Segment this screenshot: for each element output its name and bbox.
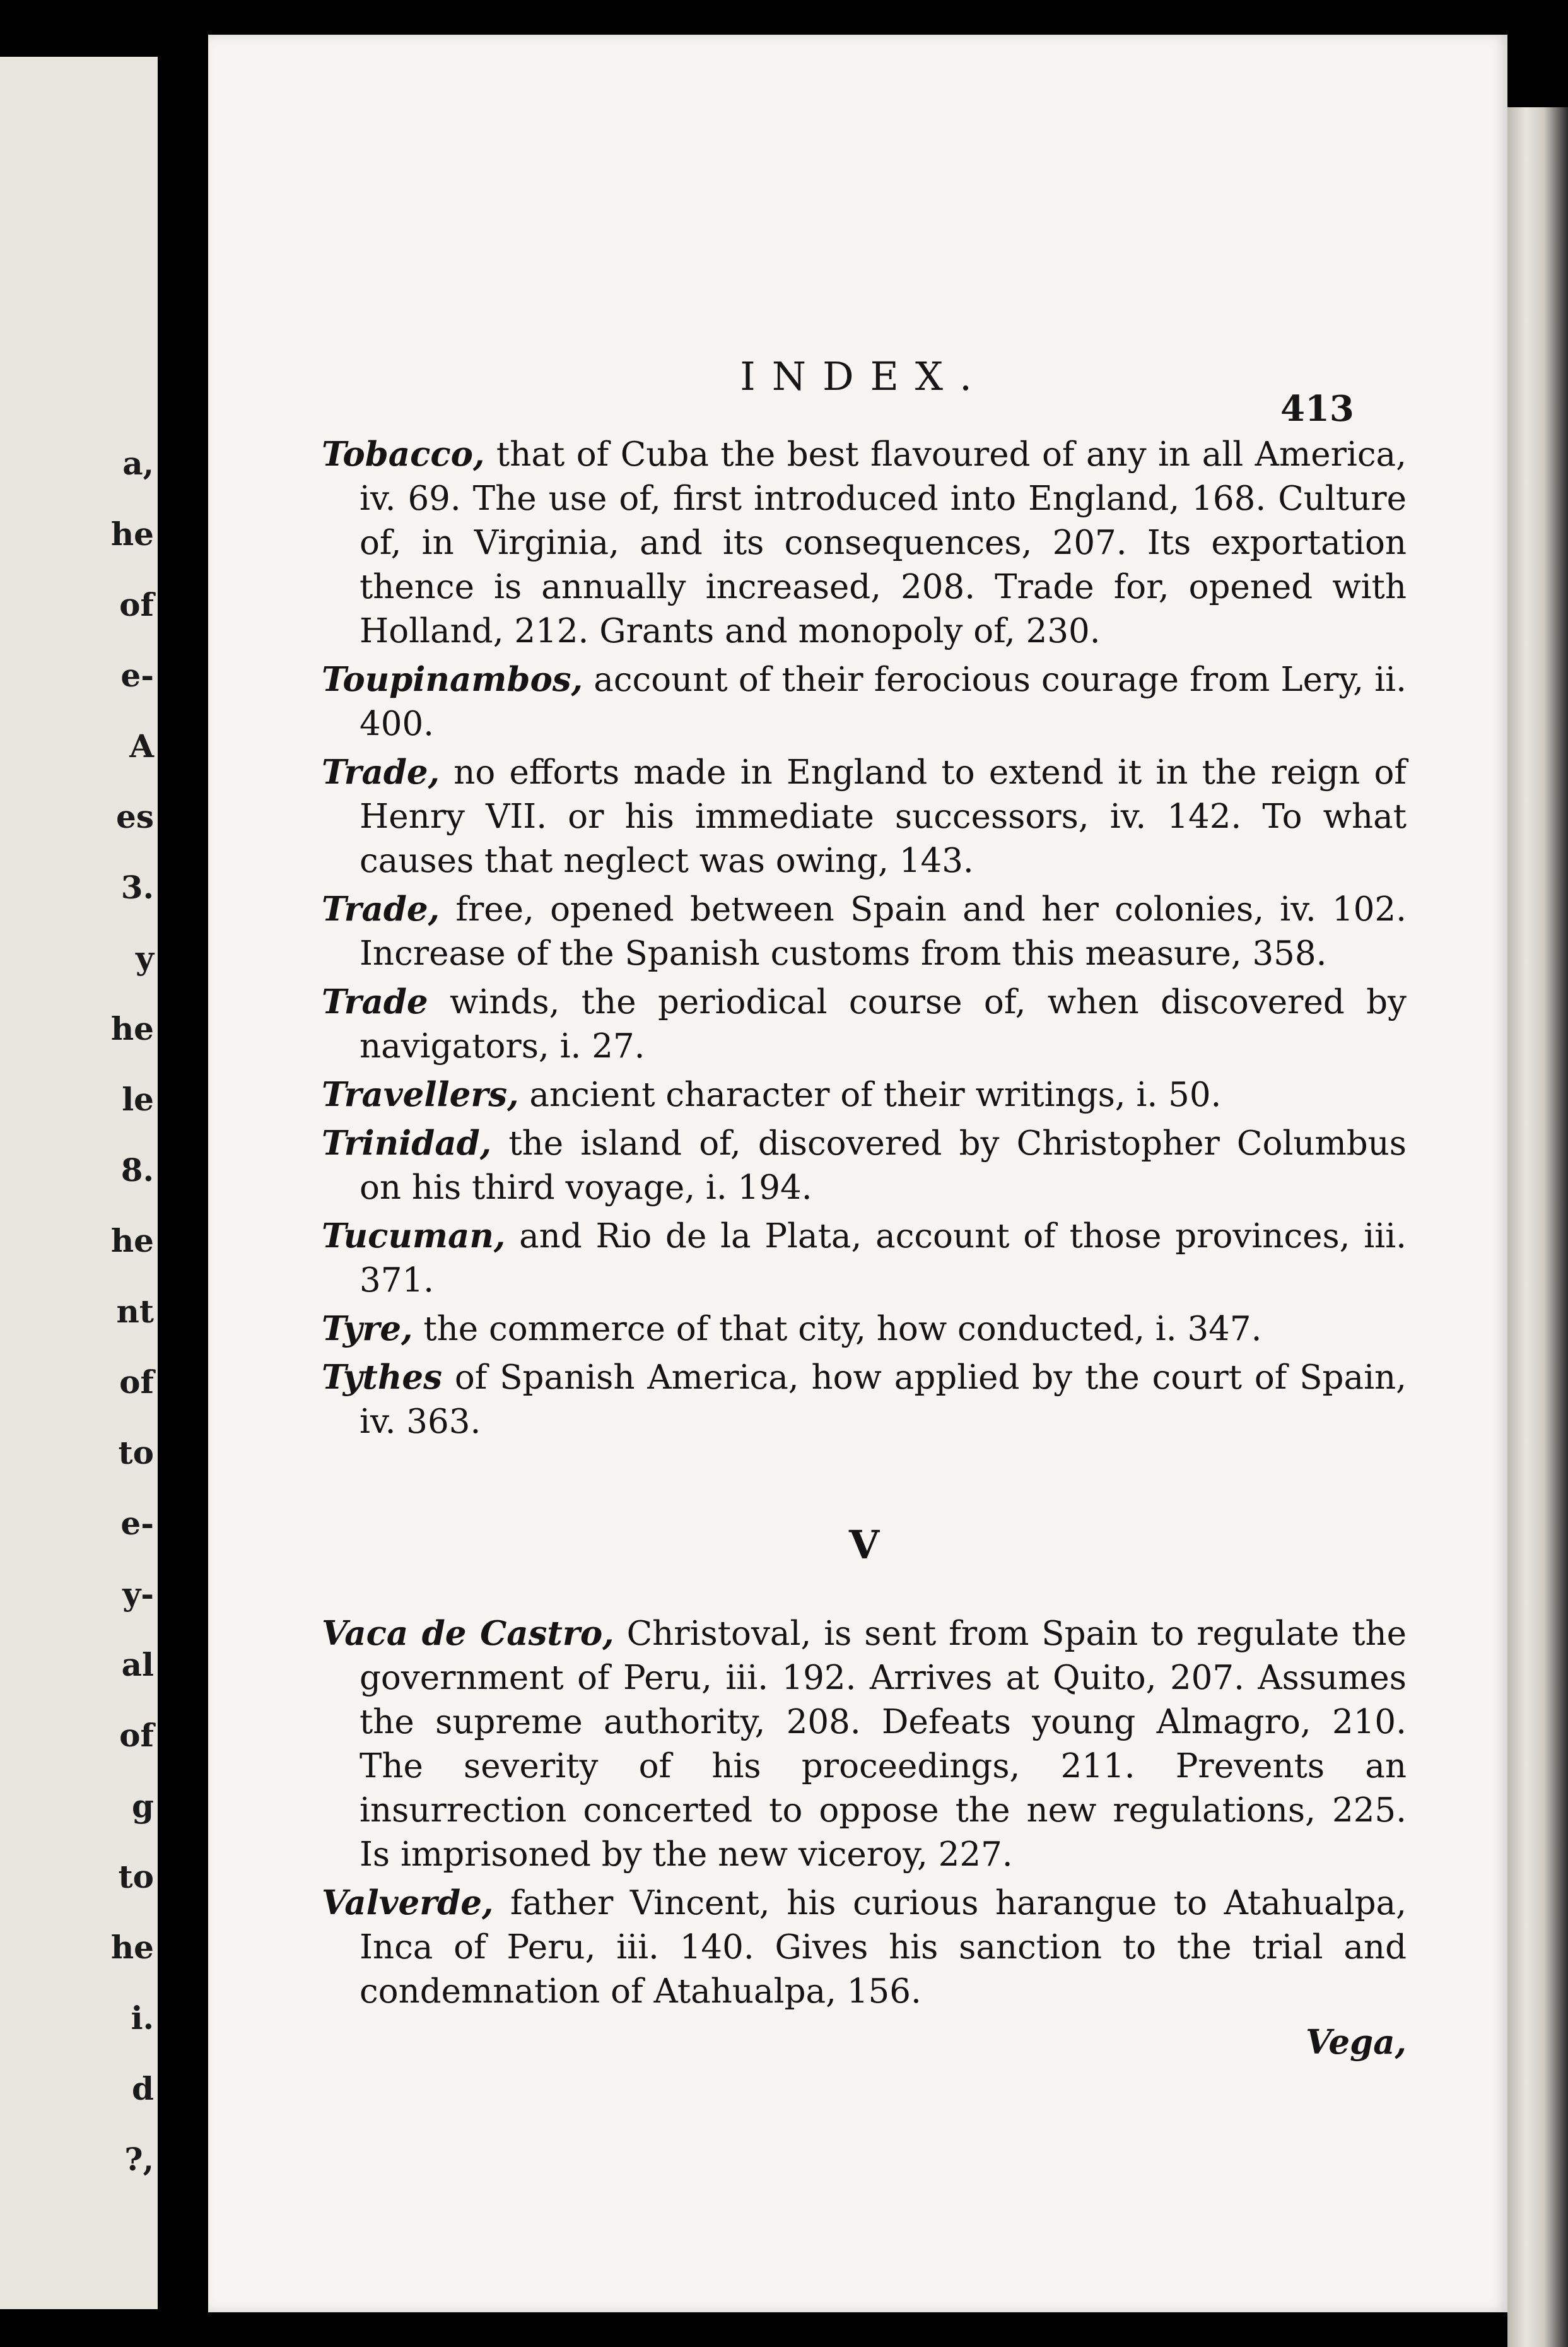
entry-text: ancient character of their writings, i. 50. — [518, 1076, 1222, 1114]
entry-text: the commerce of that city, how conducted, i. 347. — [412, 1310, 1262, 1348]
facing-page-fragment: of — [119, 586, 154, 623]
entry-head: Tyre, — [322, 1309, 413, 1348]
running-head: INDEX. — [740, 353, 988, 399]
entry-head: Trade — [322, 982, 428, 1021]
entry-text: the island of, discovered by Christopher Columbus on his third voyage, i. 194. — [360, 1124, 1407, 1207]
facing-page-fragment: of — [119, 1717, 154, 1754]
facing-page-fragment: e- — [120, 657, 154, 694]
entry-head: Toupinambos, — [322, 660, 583, 699]
entry-head: Trade, — [322, 890, 440, 929]
entry-head: Trinidad, — [322, 1124, 492, 1163]
facing-page-fragment: e- — [120, 1505, 154, 1542]
facing-page-fragment: he — [110, 1010, 154, 1047]
index-entry — [322, 750, 1407, 883]
facing-page-fragment: i. — [131, 1999, 154, 2037]
entry-text: that of Cuba the best flavoured of any in all America, iv. 69. The use of, first introduced into England, 168. Culture of, in Virginia, and its consequences, 207. Its exportation thence is annually increased, 208. Trade for, opened with Holland, 212. Grants and monopoly of, 230. — [360, 435, 1407, 650]
entry-head: Tobacco, — [322, 435, 485, 474]
entry-text: account of their ferocious courage from Lery, ii. 400. — [360, 661, 1407, 743]
page-fore-edge — [1507, 107, 1568, 2347]
facing-page-fragment: d — [132, 2070, 154, 2107]
facing-page-fragment: g — [132, 1787, 154, 1825]
facing-page-fragment: A — [129, 727, 154, 765]
facing-page-fragment: nt — [116, 1293, 154, 1330]
index-entry — [322, 1214, 1407, 1303]
index-entry — [322, 980, 1407, 1069]
entry-text: free, opened between Spain and her colonies, iv. 102. Increase of the Spanish customs from this measure, 358. — [360, 890, 1407, 973]
page-header — [208, 353, 1507, 430]
section-letter: V — [848, 1522, 880, 1568]
index-entries-t — [322, 432, 1407, 1444]
facing-page-fragment: of — [119, 1363, 154, 1401]
entry-text: and Rio de la Plata, account of those provinces, iii. 371. — [360, 1217, 1407, 1300]
index-entries-v — [322, 1611, 1407, 2014]
index-entry — [322, 1073, 1407, 1117]
index-entry — [322, 1611, 1407, 1877]
facing-page-fragment: es — [116, 798, 154, 835]
entry-head: Vaca de Castro, — [322, 1614, 614, 1653]
entry-head: Travellers, — [322, 1075, 519, 1114]
facing-page-fragment: he — [110, 1929, 154, 1966]
entry-head: Tucuman, — [322, 1216, 506, 1256]
index-body — [322, 432, 1407, 2064]
catchword: Vega, — [1306, 2023, 1407, 2062]
facing-page-fragment: 8. — [120, 1151, 154, 1189]
index-entry — [322, 1121, 1407, 1210]
index-entry — [322, 1307, 1407, 1351]
entry-head: Trade, — [322, 753, 440, 792]
index-entry — [322, 1881, 1407, 2014]
entry-head: Tythes — [322, 1358, 442, 1397]
facing-page-fragment: y — [135, 939, 154, 977]
facing-page-fragment: he — [110, 515, 154, 553]
page-number: 413 — [1280, 388, 1354, 430]
facing-page-edge — [0, 57, 158, 2309]
facing-page-fragment: 3. — [120, 869, 154, 906]
entry-head: Valverde, — [322, 1883, 494, 1922]
entry-text: winds, the periodical course of, when discovered by navigators, i. 27. — [360, 983, 1407, 1066]
facing-page-fragment: le — [122, 1081, 154, 1118]
entry-text: father Vincent, his curious harangue to Atahualpa, Inca of Peru, iii. 140. Gives his sanction to the trial and condemnation of Atahualpa, 156. — [360, 1884, 1407, 2011]
index-entry — [322, 887, 1407, 976]
facing-page-fragment: to — [118, 1858, 154, 1895]
index-entry — [322, 657, 1407, 746]
entry-text: of Spanish America, how applied by the court of Spain, iv. 363. — [360, 1358, 1407, 1441]
index-entry — [322, 1355, 1407, 1444]
facing-page-fragment: to — [118, 1434, 154, 1471]
facing-page-fragment: ?, — [124, 2141, 154, 2178]
book-page — [208, 35, 1507, 2312]
facing-page-fragment: a, — [122, 445, 154, 482]
facing-page-fragment: he — [110, 1222, 154, 1259]
index-entry — [322, 432, 1407, 654]
entry-text: Christoval, is sent from Spain to regulate the government of Peru, iii. 192. Arrives at Quito, 207. Assumes the supreme authority, 208. Defeats young Almagro, 210. The severity of his proceedings, 211. Prevents an insurrection concerted to oppose the new regulations, 225. Is imprisoned by the new viceroy, 227. — [360, 1615, 1407, 1874]
facing-page-fragment: al — [121, 1646, 154, 1683]
entry-text: no efforts made in England to extend it in the reign of Henry VII. or his immediate successors, iv. 142. To what causes that neglect was owing, 143. — [360, 753, 1407, 880]
facing-page-fragment: y- — [122, 1575, 154, 1613]
